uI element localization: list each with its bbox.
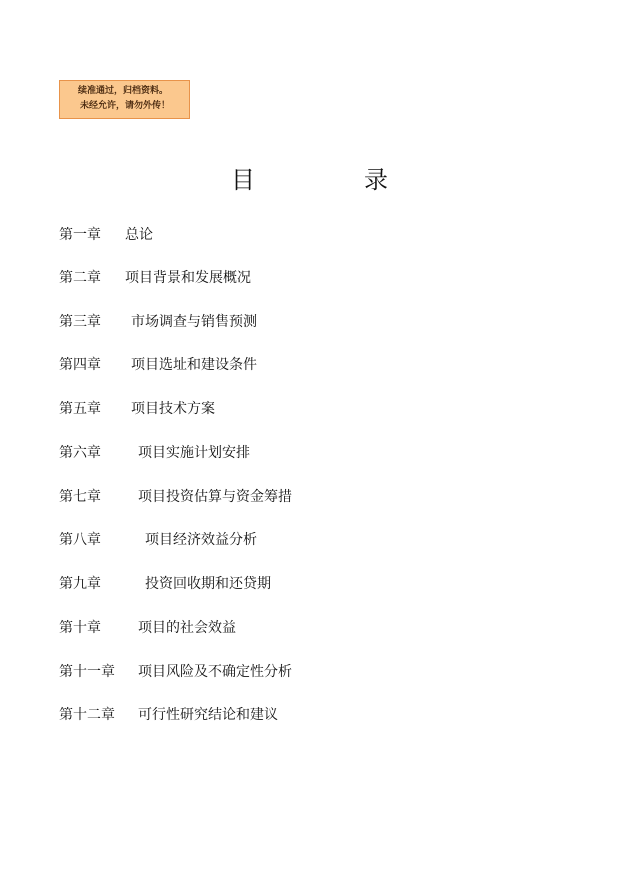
- toc-chapter-label: 第四章: [59, 357, 101, 373]
- toc-chapter-title: 市场调查与销售预测: [131, 314, 257, 330]
- toc-chapter-title: 项目实施计划安排: [138, 445, 250, 461]
- toc-chapter-title: 项目风险及不确定性分析: [138, 664, 292, 680]
- toc-chapter-title: 总论: [125, 227, 153, 243]
- toc-chapter-title: 项目的社会效益: [138, 620, 236, 636]
- toc-chapter-label: 第八章: [59, 532, 101, 548]
- page-title: [0, 163, 621, 197]
- archive-stamp: [59, 80, 190, 119]
- toc-chapter-label: 第三章: [59, 314, 101, 330]
- stamp-line-1: 续准通过，归档资料。: [78, 86, 169, 96]
- toc-chapter-title: 项目经济效益分析: [145, 532, 257, 548]
- title-char-1: 目: [231, 166, 255, 194]
- toc-chapter-title: 项目选址和建设条件: [131, 357, 257, 373]
- toc-chapter-label: 第六章: [59, 445, 101, 461]
- title-char-2: 录: [364, 166, 388, 194]
- toc-chapter-title: 项目投资估算与资金筹措: [138, 489, 292, 505]
- toc-chapter-label: 第十章: [59, 620, 101, 636]
- toc-chapter-label: 第五章: [59, 401, 101, 417]
- toc-chapter-label: 第十一章: [59, 664, 115, 680]
- toc-chapter-label: 第十二章: [59, 707, 115, 723]
- toc-chapter-title: 可行性研究结论和建议: [138, 707, 278, 723]
- toc-chapter-label: 第一章: [59, 227, 101, 243]
- stamp-line-2: 未经允许，请勿外传！: [80, 101, 171, 111]
- toc-chapter-title: 项目背景和发展概况: [125, 270, 251, 286]
- toc-chapter-title: 投资回收期和还贷期: [145, 576, 271, 592]
- toc-chapter-label: 第七章: [59, 489, 101, 505]
- toc-chapter-title: 项目技术方案: [131, 401, 215, 417]
- toc-chapter-label: 第九章: [59, 576, 101, 592]
- toc-chapter-label: 第二章: [59, 270, 101, 286]
